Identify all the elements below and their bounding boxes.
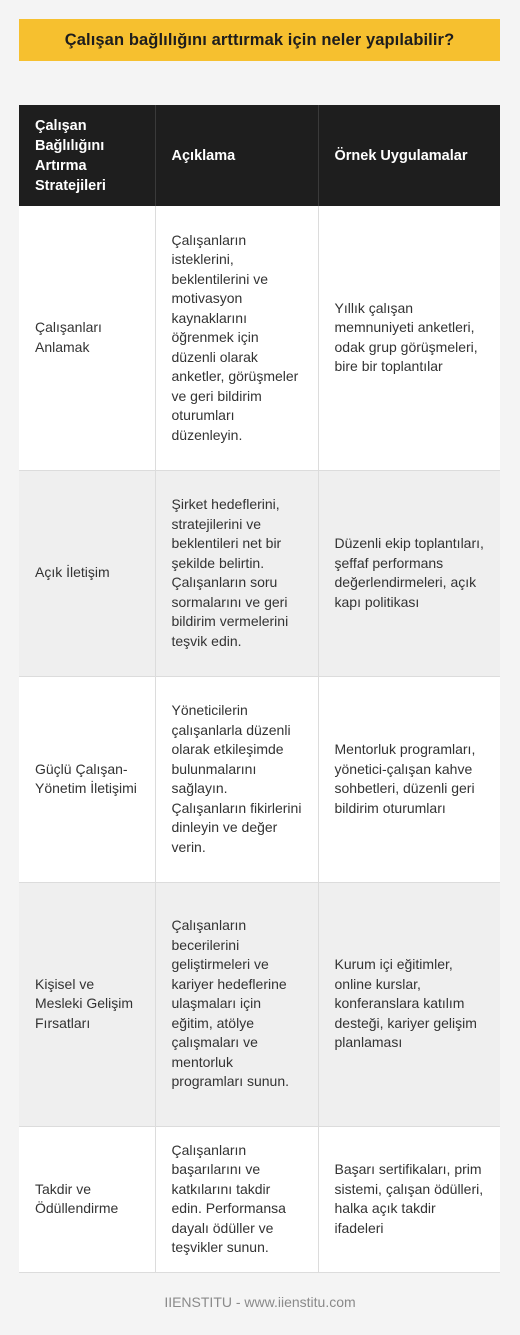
cell-examples: Kurum içi eğitimler, online kurslar, konferanslara katılım desteği, kariyer gelişim planlaması: [318, 882, 500, 1126]
cell-description: Çalışanların becerilerini geliştirmeleri ve kariyer hedeflerine ulaşmaları için eğitim, atölye çalışmaları ve mentorluk programları sunun.: [155, 882, 318, 1126]
strategies-table: [19, 105, 500, 1273]
page-title: Çalışan bağlılığını arttırmak için neler yapılabilir?: [64, 30, 455, 49]
header-strategy: Çalışan Bağlılığını Artırma Stratejileri: [19, 105, 155, 206]
cell-description: Şirket hedeflerini, stratejilerini ve beklentileri net bir şekilde belirtin. Çalışanların soru sormalarını ve geri bildirim vermelerini teşvik edin.: [155, 470, 318, 676]
cell-strategy: Çalışanları Anlamak: [19, 206, 155, 470]
footer-credit: IIENSTITU - www.iienstitu.com: [164, 1294, 356, 1310]
cell-description: Çalışanların başarılarını ve katkılarını takdir edin. Performansa dayalı ödüller ve teşvikler sunun.: [155, 1126, 318, 1272]
cell-strategy: Kişisel ve Mesleki Gelişim Fırsatları: [19, 882, 155, 1126]
cell-examples: Yıllık çalışan memnuniyeti anketleri, odak grup görüşmeleri, bire bir toplantılar: [318, 206, 500, 470]
header-description: Açıklama: [155, 105, 318, 206]
table-header-row: [19, 105, 500, 206]
table-row: [19, 1126, 500, 1272]
table-row: [19, 676, 500, 882]
cell-description: Yöneticilerin çalışanlarla düzenli olarak etkileşimde bulunmalarını sağlayın. Çalışanların fikirlerini dinleyin ve değer verin.: [155, 676, 318, 882]
cell-strategy: Açık İletişim: [19, 470, 155, 676]
header-examples: Örnek Uygulamalar: [334, 147, 468, 164]
table-row: [19, 470, 500, 676]
table-row: [19, 206, 500, 470]
table-row: [19, 882, 500, 1126]
cell-examples: Başarı sertifikaları, prim sistemi, çalışan ödülleri, halka açık takdir ifadeleri: [318, 1126, 500, 1272]
cell-strategy: Takdir ve Ödüllendirme: [19, 1126, 155, 1272]
cell-strategy: Güçlü Çalışan-Yönetim İletişimi: [19, 676, 155, 882]
cell-examples: Düzenli ekip toplantıları, şeffaf performans değerlendirmeleri, açık kapı politikası: [318, 470, 500, 676]
cell-description: Çalışanların isteklerini, beklentilerini ve motivasyon kaynaklarını öğrenmek için düzenli olarak anketler, görüşmeler ve geri bildirim oturumları düzenleyin.: [155, 206, 318, 470]
cell-examples: Mentorluk programları, yönetici-çalışan kahve sohbetleri, düzenli geri bildirim oturumları: [318, 676, 500, 882]
title-banner: [19, 19, 500, 61]
